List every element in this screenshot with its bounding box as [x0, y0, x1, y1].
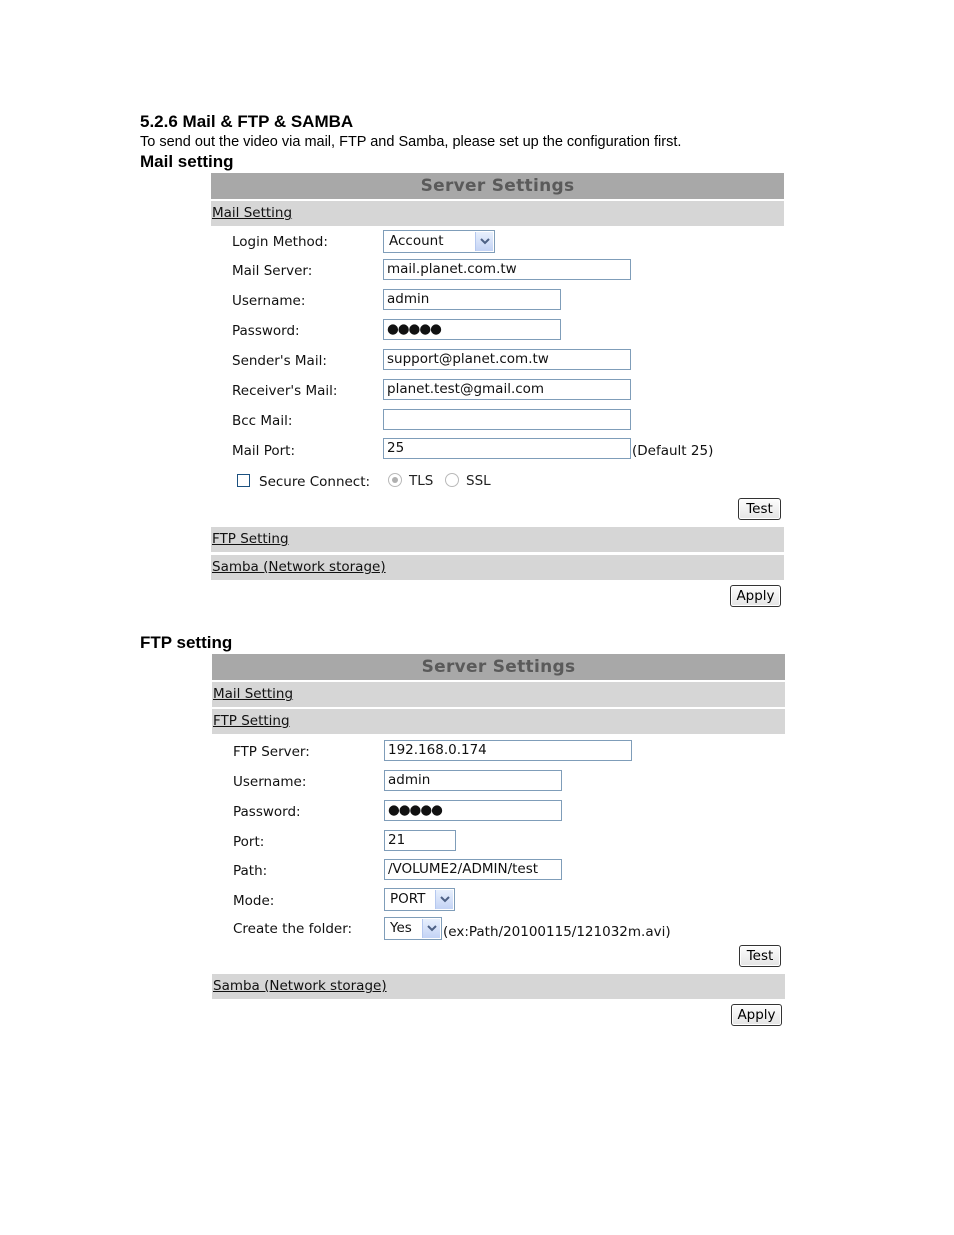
chevron-down-icon[interactable]: [475, 232, 493, 251]
sender-mail-label: Sender's Mail:: [232, 353, 327, 369]
ftp-username-row: [212, 770, 785, 796]
sender-mail-input[interactable]: support@planet.com.tw: [383, 349, 631, 370]
ftp-password-input[interactable]: ●●●●●: [384, 800, 562, 821]
create-folder-label: Create the folder:: [233, 921, 353, 937]
samba-setting-link[interactable]: Samba (Network storage): [213, 978, 387, 994]
create-folder-select[interactable]: [384, 917, 442, 940]
mail-test-button[interactable]: Test: [738, 498, 781, 520]
ftp-password-row: [212, 800, 785, 826]
secure-connect-label: Secure Connect:: [259, 474, 371, 490]
ftp-mode-label: Mode:: [233, 893, 275, 909]
section-heading: 5.2.6 Mail & FTP & SAMBA: [140, 112, 354, 131]
bcc-mail-input[interactable]: [383, 409, 631, 430]
receiver-mail-label: Receiver's Mail:: [232, 383, 338, 399]
mail-password-input[interactable]: ●●●●●: [383, 319, 561, 340]
mail-port-input[interactable]: 25: [383, 438, 631, 459]
chevron-down-icon[interactable]: [422, 919, 440, 938]
ftp-mode-row: [212, 888, 785, 914]
mail-setting-link[interactable]: Mail Setting: [213, 686, 294, 702]
samba-setting-bar[interactable]: [211, 555, 784, 580]
ftp-port-input[interactable]: 21: [384, 830, 456, 851]
ftp-mode-select[interactable]: [384, 888, 455, 911]
ftp-setting-bar[interactable]: [212, 709, 785, 734]
ftp-path-input[interactable]: /VOLUME2/ADMIN/test: [384, 859, 562, 880]
login-method-select[interactable]: [383, 230, 495, 253]
mail-username-input[interactable]: admin: [383, 289, 561, 310]
mail-password-label: Password:: [232, 323, 300, 339]
secure-connect-row: [211, 471, 784, 493]
ftp-username-label: Username:: [233, 774, 307, 790]
mail-setting-link[interactable]: Mail Setting: [212, 205, 293, 221]
mail-server-row: [211, 259, 784, 285]
ftp-server-settings-panel: [212, 654, 785, 1034]
ftp-server-row: [212, 740, 785, 766]
bcc-mail-row: [211, 409, 784, 435]
create-folder-row: [212, 917, 785, 943]
panel-title: Server Settings: [212, 654, 785, 680]
tls-radio[interactable]: [388, 473, 402, 487]
bcc-mail-label: Bcc Mail:: [232, 413, 293, 429]
ftp-setting-link[interactable]: FTP Setting: [212, 531, 289, 547]
mail-port-label: Mail Port:: [232, 443, 296, 459]
mail-setting-bar[interactable]: [212, 682, 785, 707]
secure-connect-checkbox[interactable]: [237, 474, 250, 487]
ftp-username-input[interactable]: admin: [384, 770, 562, 791]
ftp-server-label: FTP Server:: [233, 744, 310, 760]
sender-mail-row: [211, 349, 784, 375]
ftp-setting-heading: FTP setting: [140, 633, 233, 652]
ftp-test-button[interactable]: Test: [739, 945, 781, 967]
ftp-setting-bar[interactable]: [211, 527, 784, 552]
mail-setting-heading: Mail setting: [140, 152, 234, 171]
tls-label: TLS: [409, 473, 434, 489]
ftp-path-label: Path:: [233, 863, 268, 879]
ftp-password-label: Password:: [233, 804, 301, 820]
mail-username-row: [211, 289, 784, 315]
receiver-mail-input[interactable]: planet.test@gmail.com: [383, 379, 631, 400]
ftp-mode-value: PORT: [390, 891, 426, 907]
ftp-port-label: Port:: [233, 834, 265, 850]
mail-port-note: (Default 25): [632, 443, 714, 459]
mail-port-row: [211, 438, 784, 464]
panel-title: Server Settings: [211, 173, 784, 199]
ssl-radio[interactable]: [445, 473, 459, 487]
mail-setting-bar[interactable]: [211, 201, 784, 226]
create-folder-note: (ex:Path/20100115/121032m.avi): [443, 924, 671, 940]
ftp-apply-button[interactable]: Apply: [731, 1004, 782, 1026]
receiver-mail-row: [211, 379, 784, 405]
intro-text: To send out the video via mail, FTP and Samba, please set up the configuration first.: [140, 134, 682, 150]
ftp-server-input[interactable]: 192.168.0.174: [384, 740, 632, 761]
mail-password-row: [211, 319, 784, 345]
mail-username-label: Username:: [232, 293, 306, 309]
mail-apply-button[interactable]: Apply: [730, 585, 781, 607]
ssl-label: SSL: [466, 473, 491, 489]
ftp-port-row: [212, 830, 785, 856]
samba-setting-link[interactable]: Samba (Network storage): [212, 559, 386, 575]
mail-server-settings-panel: [211, 173, 784, 613]
login-method-row: [211, 230, 784, 256]
chevron-down-icon[interactable]: [435, 890, 453, 909]
mail-server-input[interactable]: mail.planet.com.tw: [383, 259, 631, 280]
create-folder-value: Yes: [390, 920, 412, 936]
login-method-value: Account: [389, 233, 444, 249]
login-method-label: Login Method:: [232, 234, 328, 250]
ftp-path-row: [212, 859, 785, 885]
samba-setting-bar[interactable]: [212, 974, 785, 999]
ftp-setting-link[interactable]: FTP Setting: [213, 713, 290, 729]
mail-server-label: Mail Server:: [232, 263, 313, 279]
